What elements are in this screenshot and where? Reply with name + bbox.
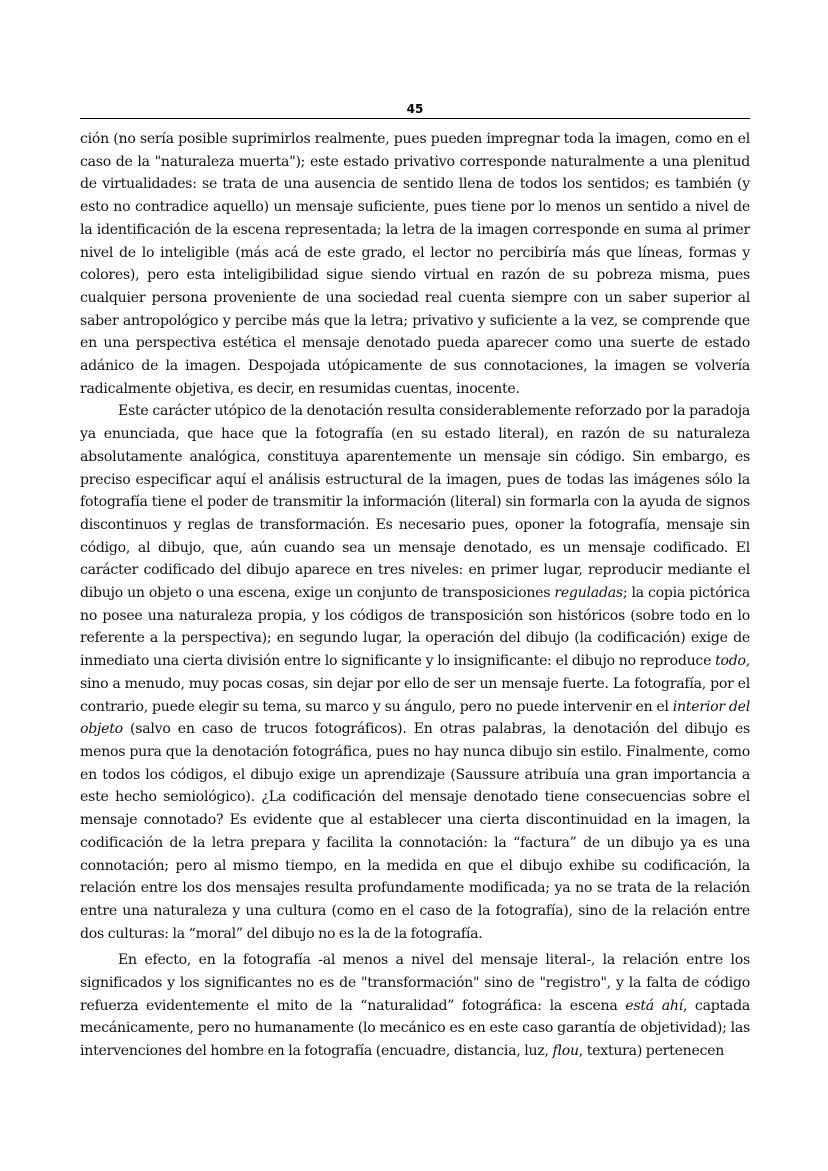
text-run: , textura) pertenecen <box>578 1043 725 1060</box>
paragraph <box>80 128 750 400</box>
text-run: ; la copia pictórica no posee una naturaleza propia, y los códigos de transposición son históricos (sobre todo en lo referente a la perspectiva); en segundo lugar, la operación del dibujo (la codificación) exige de inmediato una cierta división entre lo significante y lo insignificante: el dibujo no reproduce <box>80 585 750 670</box>
text-run: (salvo en caso de trucos fotográficos). En otras palabras, la denotación del dibujo es menos pura que la denotación fotográfica, pues no hay nunca dibujo sin estilo. Finalmente, como en todos los códigos, el dibujo exige un aprendizaje (Saussure atribuía una gran importancia a este hecho semiológico). ¿La codificación del mensaje denotado tiene consecuencias sobre el mensaje connotado? Es evidente que al establecer una cierta discontinuidad en la imagen, la codificación de la letra prepara y facilita la connotación: la “factura” de un dibujo ya es una connotación; pero al mismo tiempo, en la medida en que el dibujo exhibe su codificación, la relación entre los dos mensajes resulta profundamente modificada; ya no se trata de la relación entre una naturaleza y una cultura (como en el caso de la fotografía), sino de la relación entre dos culturas: la “moral” del dibujo no es la de la fotografía. <box>80 721 750 942</box>
page-header <box>80 100 750 119</box>
text-run: , sino a menudo, muy pocas cosas, sin dejar por ello de ser un mensaje fuerte. La fotografía, por el contrario, puede elegir su tema, su marco y su ángulo, pero no puede intervenir en el <box>80 653 750 715</box>
emphasis-text: está ahí <box>625 997 683 1014</box>
text-run: , captada mecánicamente, pero no humanamente (lo mecánico es en este caso garantía de objetividad); las intervenciones del hombre en la fotografía (encuadre, distancia, luz, <box>80 997 750 1060</box>
emphasis-text: flou <box>552 1043 579 1060</box>
paragraph <box>80 400 750 945</box>
emphasis-text: interior del objeto <box>80 698 750 738</box>
page-number: 45 <box>406 102 424 116</box>
text-run: Este carácter utópico de la denotación resulta considerablemente reforzado por la paradoja ya enunciada, que hace que la fotografía (en su estado literal), en razón de su naturaleza absolutamente analógica, constituya aparentemente un mensaje sin código. Sin embargo, es preciso especificar aquí el análisis estructural de la imagen, pues de todas las imágenes sólo la fotografía tiene el poder de transmitir la información (literal) sin formarla con la ayuda de signos discontinuos y reglas de transformación. Es necesario pues, oponer la fotografía, mensaje sin código, al dibujo, que, aún cuando sea un mensaje denotado, es un mensaje codificado. El carácter codificado del dibujo aparece en tres niveles: en primer lugar, reproducir mediante el dibujo un objeto o una escena, exige un conjunto de transposiciones <box>80 403 750 602</box>
emphasis-text: reguladas <box>554 585 623 602</box>
body-text <box>80 128 750 1063</box>
emphasis-text: todo <box>715 653 746 670</box>
text-run: En efecto, en la fotografía -al menos a nivel del mensaje literal-, la relación entre los significados y los significantes no es de "transformación" sino de "registro", y la falta de código refuerza evidentemente el mito de la “naturalidad” fotográfica: la escena <box>80 952 750 1014</box>
text-run: ción (no sería posible suprimirlos realmente, pues pueden impregnar toda la imagen, como en el caso de la "naturaleza muerta"); este estado privativo corresponde naturalmente a una plenitud de virtualidades: se trata de una ausencia de sentido llena de todos los sentidos; es también (y esto no contradice aquello) un mensaje suficiente, pues tiene por lo menos un sentido a nivel de la identificación de la escena representada; la letra de la imagen corresponde en suma al primer nivel de lo inteligible (más acá de este grado, el lector no percibiría más que líneas, formas y colores), pero esta inteligibilidad sigue siendo virtual en razón de su pobreza misma, pues cualquier persona proveniente de una sociedad real cuenta siempre con un saber superior al saber antropológico y percibe más que la letra; privativo y suficiente a la vez, se comprende que en una perspectiva estética el mensaje denotado pueda aparecer como una suerte de estado adánico de la imagen. Despojada utópicamente de sus connotaciones, la imagen se volvería radicalmente objetiva, es decir, en resumidas cuentas, inocente. <box>80 131 750 397</box>
paragraph <box>80 949 750 1063</box>
